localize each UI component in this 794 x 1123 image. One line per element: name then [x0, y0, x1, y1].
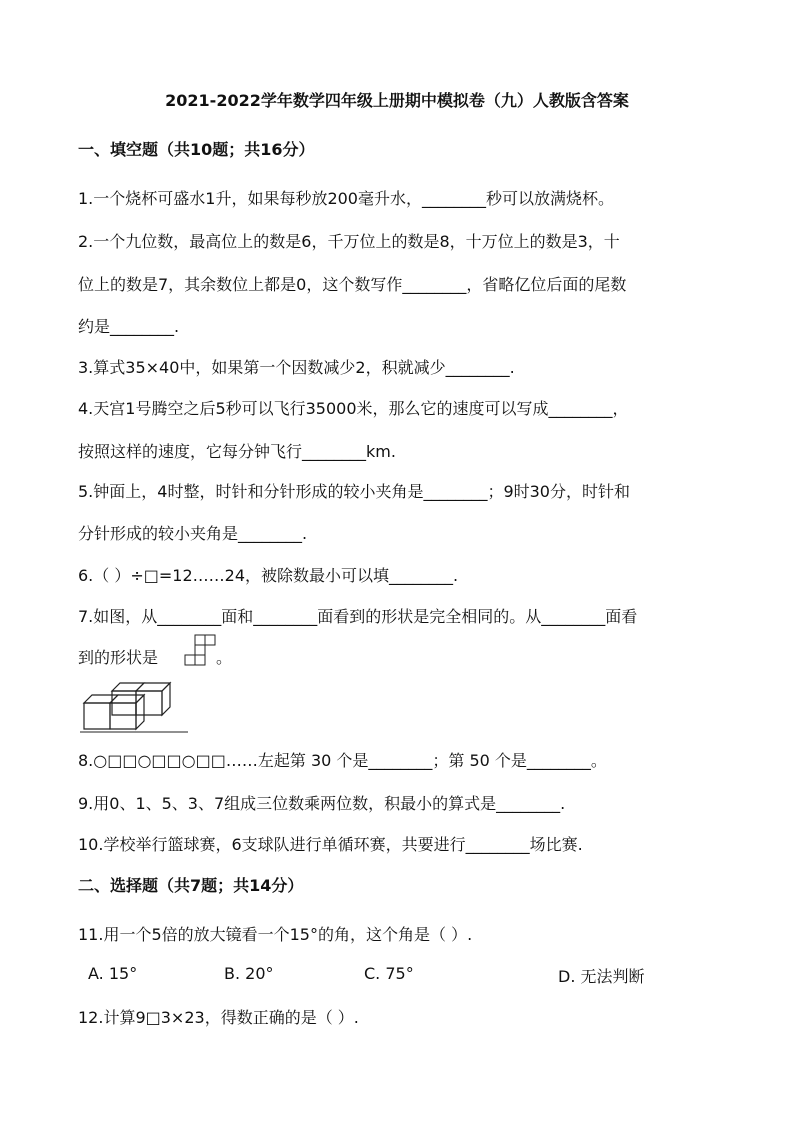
question-7-line-2-text: 到的形状是: [78, 648, 159, 667]
page-title: 2021-2022学年数学四年级上册期中模拟卷（九）人教版含答案: [165, 91, 629, 110]
question-9: 9.用0、1、5、3、7组成三位数乘两位数，积最小的算式是________.: [78, 794, 566, 813]
question-3: 3.算式35×40中，如果第一个因数减少2，积就减少________.: [78, 358, 515, 377]
section-heading-fill-in: 一、填空题（共10题；共16分）: [78, 140, 315, 159]
question-4-line-1: 4.天宫1号腾空之后5秒可以飞行35000米，那么它的速度可以写成________，: [78, 399, 629, 418]
section-heading-multiple-choice: 二、选择题（共7题；共14分）: [78, 876, 304, 895]
question-11: 11.用一个5倍的放大镜看一个15°的角，这个角是（ ）.: [78, 925, 473, 944]
question-6: 6.（ ）÷□=12……24，被除数最小可以填________.: [78, 566, 459, 585]
question-5-line-2: 分针形成的较小夹角是________.: [78, 524, 308, 543]
top-view-figure: [182, 633, 218, 669]
question-2-line-1: 2.一个九位数，最高位上的数是6，千万位上的数是8，十万位上的数是3，十: [78, 232, 620, 251]
question-8: 8.○□□○□□○□□……左起第 30 个是________；第 50 个是________。: [78, 751, 607, 770]
question-2-line-3: 约是________.: [78, 317, 180, 336]
choice-a: A. 15°: [88, 964, 138, 983]
question-7-line-1: 7.如图，从________面和________面看到的形状是完全相同的。从________面看: [78, 607, 638, 626]
cube-stack-figure: [78, 675, 190, 735]
choice-c: C. 75°: [364, 964, 414, 983]
choice-b: B. 20°: [224, 964, 274, 983]
question-4-line-2: 按照这样的速度，它每分钟飞行________km.: [78, 442, 396, 461]
question-1: 1.一个烧杯可盛水1升，如果每秒放200毫升水，________秒可以放满烧杯。: [78, 189, 614, 208]
choice-d: D. 无法判断: [558, 967, 645, 986]
question-10: 10.学校举行篮球赛，6支球队进行单循环赛，共要进行________场比赛.: [78, 835, 583, 854]
question-12: 12.计算9□3×23，得数正确的是（ ）.: [78, 1008, 359, 1027]
question-2-line-2: 位上的数是7，其余数位上都是0，这个数写作________，省略亿位后面的尾数: [78, 275, 627, 294]
question-7-line-2-end: 。: [216, 648, 233, 667]
question-5-line-1: 5.钟面上，4时整，时针和分针形成的较小夹角是________；9时30分，时针和: [78, 482, 630, 501]
